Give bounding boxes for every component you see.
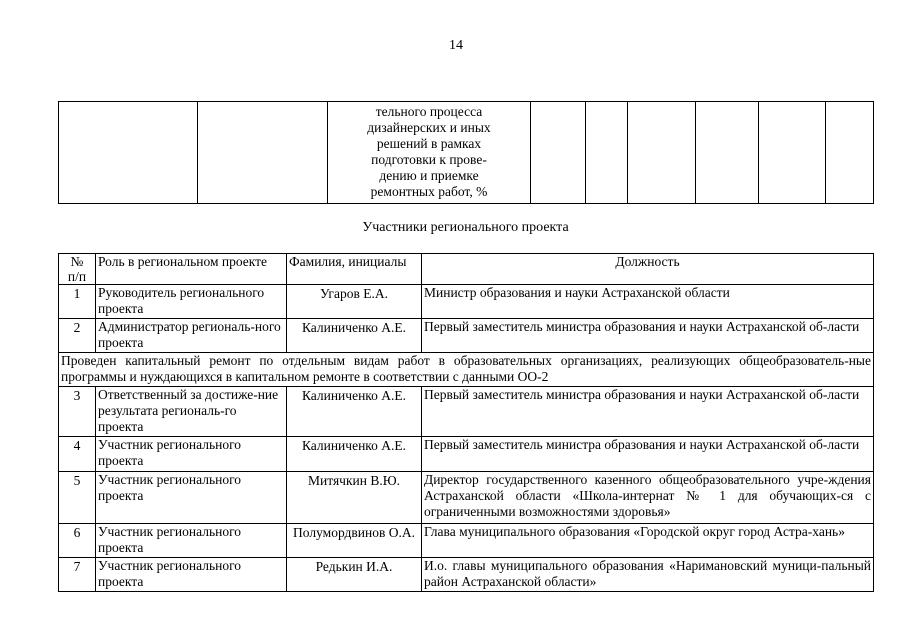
indicator-line: дизайнерских и иных [367, 120, 491, 135]
table-row [59, 524, 874, 558]
indicator-line: подготовки к прове- [371, 152, 487, 167]
empty-cell [531, 102, 586, 204]
row-position: Глава муниципального образования «Городской округ город Астра-хань» [422, 524, 874, 558]
row-num: 7 [59, 558, 96, 592]
row-name: Редькин И.А. [287, 558, 422, 592]
row-role: Участник регионального проекта [96, 437, 287, 472]
row-name: Калиниченко А.Е. [287, 437, 422, 472]
indicator-line: дению и приемке [379, 168, 479, 183]
header-num [59, 254, 96, 285]
row-position: Первый заместитель министра образования и науки Астраханской об-ласти [422, 437, 874, 472]
indicator-name-cell [328, 102, 531, 204]
row-num: 6 [59, 524, 96, 558]
indicator-continuation-table [58, 101, 874, 204]
row-position: Первый заместитель министра образования и науки Астраханской об-ласти [422, 387, 874, 437]
result-note-row [59, 353, 874, 387]
row-role: Руководитель регионального проекта [96, 285, 287, 319]
header-name: Фамилия, инициалы [287, 254, 422, 285]
table-row [59, 558, 874, 592]
header-position: Должность [422, 254, 874, 285]
page-number: 14 [449, 38, 463, 53]
table-header-row [59, 254, 874, 285]
table-row [59, 387, 874, 437]
row-num: 2 [59, 319, 96, 353]
participants-table [58, 253, 874, 592]
row-position: Первый заместитель министра образования и науки Астраханской об-ласти [422, 319, 874, 353]
row-num: 4 [59, 437, 96, 472]
empty-cell [198, 102, 328, 204]
row-name: Полумордвинов О.А. [287, 524, 422, 558]
row-position: И.о. главы муниципального образования «Наримановский муници-пальный район Астраханской области» [422, 558, 874, 592]
empty-cell [586, 102, 628, 204]
empty-cell [759, 102, 826, 204]
empty-cell [59, 102, 198, 204]
indicator-line: решений в рамках [376, 136, 482, 151]
empty-cell [826, 102, 874, 204]
row-name: Угаров Е.А. [287, 285, 422, 319]
table-row [59, 472, 874, 524]
row-name: Калиниченко А.Е. [287, 319, 422, 353]
header-role: Роль в региональном проекте [96, 254, 287, 285]
row-name: Калиниченко А.Е. [287, 387, 422, 437]
row-num: 3 [59, 387, 96, 437]
row-num: 5 [59, 472, 96, 524]
row-role: Участник регионального проекта [96, 524, 287, 558]
row-role: Участник регионального проекта [96, 472, 287, 524]
row-role: Ответственный за достиже-ние результата региональ-го проекта [96, 387, 287, 437]
row-role: Участник регионального проекта [96, 558, 287, 592]
row-role: Администратор региональ-ного проекта [96, 319, 287, 353]
table-row [59, 319, 874, 353]
indicator-line: тельного процесса [375, 104, 483, 119]
row-position: Министр образования и науки Астраханской области [422, 285, 874, 319]
row-name: Митячкин В.Ю. [287, 472, 422, 524]
table-row [59, 437, 874, 472]
section-title: Участники регионального проекта [362, 220, 569, 235]
table-row [59, 285, 874, 319]
empty-cell [628, 102, 696, 204]
header-num-line: п/п [67, 269, 87, 284]
result-note: Проведен капитальный ремонт по отдельным видам работ в образовательных организациях, реализующих общеобразователь-ные программы и нуждающихся в капитальном ремонте в соответствии с данными ОО-2 [59, 353, 874, 387]
row-num: 1 [59, 285, 96, 319]
row-position: Директор государственного казенного общеобразовательного учре-ждения Астраханской области «Школа-интернат № 1 для обучающих-ся с ограниченными возможностями здоровья» [422, 472, 874, 524]
header-num-line: № [70, 254, 84, 269]
indicator-line: ремонтных работ, % [370, 184, 488, 199]
empty-cell [696, 102, 759, 204]
